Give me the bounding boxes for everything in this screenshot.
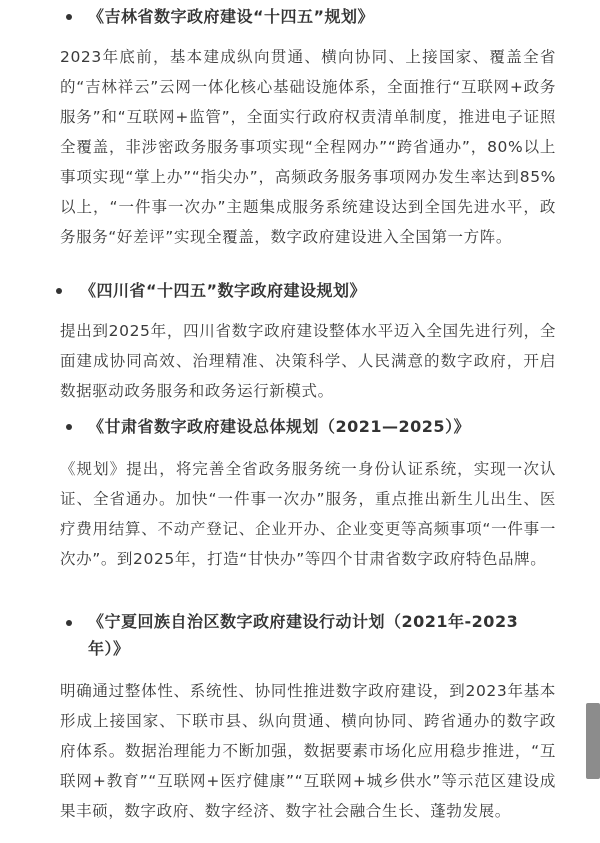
section-heading: 《四川省“十四五”数字政府建设规划》 [80, 281, 367, 300]
scrollbar-thumb[interactable] [586, 703, 600, 779]
section-heading-line2: 年）》 [88, 639, 130, 658]
bullet-icon [66, 620, 72, 626]
bullet-icon [66, 424, 72, 430]
bullet-icon [66, 14, 72, 20]
section-heading: 《甘肃省数字政府建设总体规划（2021—2025）》 [88, 417, 471, 436]
section-paragraph: 提出到2025年，四川省数字政府建设整体水平迈入全国先进行列，全面建成协同高效、治理精准、决策科学、人民满意的数字政府，开启数据驱动政务服务和政务运行新模式。 [60, 322, 556, 400]
section-heading: 《吉林省数字政府建设“十四五”规划》 [88, 7, 375, 26]
section-paragraph: 《规划》提出，将完善全省政务服务统一身份认证系统，实现一次认证、全省通办。加快“一件事一次办”服务，重点推出新生儿出生、医疗费用结算、不动产登记、企业开办、企业变更等高频事项“一件事一次办”。到2025年，打造“甘快办”等四个甘肃省数字政府特色品牌。 [60, 460, 556, 568]
section-paragraph: 2023年底前，基本建成纵向贯通、横向协同、上接国家、覆盖全省的“吉林祥云”云网一体化核心基础设施体系，全面推行“互联网+政务服务”和“互联网+监管”，全面实行政府权责清单制度，推进电子证照全覆盖，非涉密政务服务事项实现“全程网办”“跨省通办”，80%以上事项实现“掌上办”“指尖办”，高频政务服务事项网办发生率达到85%以上，“一件事一次办”主题集成服务系统建设达到全国先进水平，政务服务“好差评”实现全覆盖，数字政府建设进入全国第一方阵。 [60, 48, 556, 246]
section-heading-line1: 《宁夏回族自治区数字政府建设行动计划（2021年-2023 [88, 612, 519, 631]
bullet-icon [56, 288, 62, 294]
section-paragraph: 明确通过整体性、系统性、协同性推进数字政府建设，到2023年基本形成上接国家、下联市县、纵向贯通、横向协同、跨省通办的数字政府体系。数据治理能力不断加强，数据要素市场化应用稳步推进，“互联网+教育”“互联网+医疗健康”“互联网+城乡供水”等示范区建设成果丰硕，数字政府、数字经济、数字社会融合生长、蓬勃发展。 [60, 682, 556, 820]
